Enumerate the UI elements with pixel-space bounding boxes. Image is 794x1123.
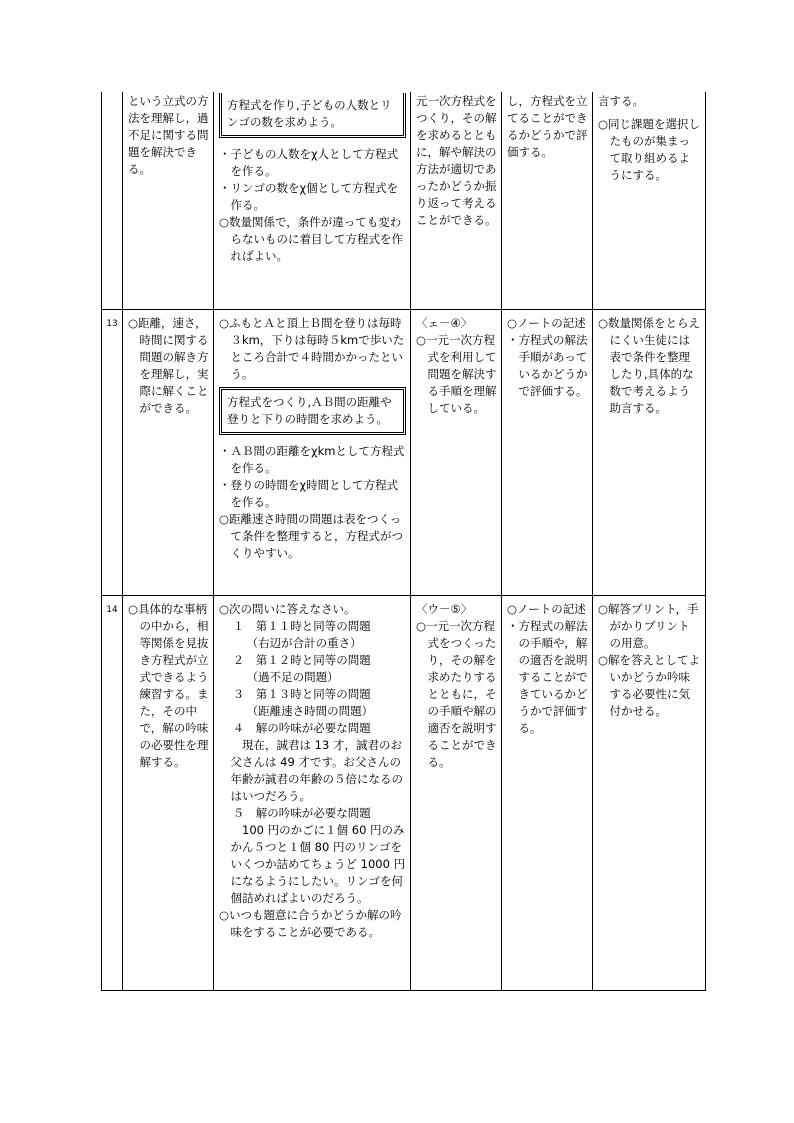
goal-cell — [123, 309, 214, 595]
evaluation-item: ○ノートの記述 — [507, 315, 586, 330]
table-row — [102, 92, 706, 309]
criteria-text: ○一元一次方程式を利用して問題を解決する手順を理解している。 — [416, 332, 497, 415]
goal-text: ○距離，速さ，時間に関する問題の解き方を理解し，実際に解くことができる。 — [128, 315, 209, 415]
problem-label: ２ 第１２時と同等の問題 — [232, 652, 371, 667]
criteria-cell — [411, 595, 502, 990]
lesson-plan-table — [101, 92, 706, 991]
problem-note: （右辺が合計の重さ） — [246, 635, 362, 650]
evaluation-item: ・方程式の解法手順があっているかどうかで評価する。 — [507, 332, 588, 398]
criteria-text: 元一次方程式をつくり，その解を求めるとともに，解や解決の方法が適切であったかどうか振り返って考えることができる。 — [416, 94, 497, 227]
problem-note: 100 円のかごに１個 60 円のみかん５つと１個 80 円のリンゴをいくつか詰めてちょうど 1000 円になるようにしたい。リンゴを何個詰めればよいのだろう。 — [230, 822, 406, 905]
activity-item: ○距離速さ時間の問題は表をつくって条件を整理すると，方程式がつくりやすい。 — [219, 511, 403, 560]
lesson-number: 14 — [102, 595, 123, 990]
activity-cell — [214, 92, 411, 309]
activity-item: ・リンゴの数をχ個として方程式を作る。 — [219, 181, 399, 212]
problem-note: （距離速さ時間の問題） — [246, 703, 374, 718]
activity-item: ・子どもの人数をχ人として方程式を作る。 — [219, 147, 399, 178]
goal-cell — [123, 92, 214, 309]
problem-note: （過不足の問題） — [246, 669, 339, 684]
criteria-tag: 〈ェ－④〉 — [416, 315, 473, 330]
lesson-number: 13 — [102, 309, 123, 595]
support-cell — [593, 595, 706, 990]
table-row — [102, 595, 706, 990]
activity-item: ・登りの時間をχ時間として方程式を作る。 — [219, 477, 399, 509]
support-item: ○解を答えとしてよいかどうか吟味する必要性に気付かせる。 — [598, 652, 701, 718]
support-cell — [593, 309, 706, 595]
evaluation-cell — [502, 92, 593, 309]
criteria-cell — [411, 92, 502, 309]
evaluation-cell — [502, 595, 593, 990]
goal-text: という立式の方法を理解し，過不足に関する問題を解決できる。 — [128, 94, 209, 176]
support-item: 言する。 — [598, 94, 644, 108]
support-item: ○数量関係をとらえにくい生徒には表で条件を整理したり,具体的な数で考えるよう助言する。 — [598, 315, 701, 415]
activity-cell — [214, 595, 411, 990]
problem-label: １ 第１１時と同等の問題 — [232, 618, 371, 633]
criteria-tag: 〈ウ－⑤〉 — [416, 601, 473, 616]
problem-note: 現在，誠君は 13 才，誠君のお父さんは 49 才です。お父さんの年齢が誠君の年齢の５倍になるのはいつだろう。 — [230, 737, 403, 803]
evaluation-item: し，方程式を立てることができるかどうかで評価する。 — [507, 94, 588, 159]
activity-item: ・ＡＢ間の距離をχkmとして方程式を作る。 — [219, 443, 405, 475]
criteria-text: ○一元一次方程式をつくったり，その解を求めたりするとともに，その手順や解の適否を説明することができる。 — [416, 618, 497, 769]
problem-label: ５ 解の吟味が必要な問題 — [232, 805, 371, 820]
problem-label: ３ 第１３時と同等の問題 — [232, 686, 371, 701]
evaluation-item: ・方程式の解法の手順や，解の適否を説明することができているかどうかで評価する。 — [507, 618, 588, 735]
task-box: 方程式をつくり,ＡＢ間の距離や登りと下りの時間を求めよう。 — [219, 387, 406, 435]
table-row — [102, 309, 706, 595]
evaluation-cell — [502, 309, 593, 595]
problem-label: ４ 解の吟味が必要な問題 — [232, 720, 371, 735]
problem-intro: ○ふもとＡと頂上Ｂ間を登りは毎時３km，下りは毎時５kmで歩いたところ合計で４時間かかったという。 — [219, 315, 405, 381]
evaluation-item: ○ノートの記述 — [507, 601, 586, 616]
criteria-cell — [411, 309, 502, 595]
goal-text: ○具体的な事柄の中から，相等関係を見抜き方程式が立式できるよう練習する。また，その中で，解の吟味の必要性を理解する。 — [128, 601, 209, 769]
support-item: ○同じ課題を選択したものが集まって取り組めるようにする。 — [598, 117, 701, 182]
support-item: ○解答プリント，手がかりプリントの用意。 — [598, 601, 699, 650]
task-box: 方程式を作り,子どもの人数とリンゴの数を求めよう。 — [219, 93, 406, 138]
activity-cell — [214, 309, 411, 595]
lesson-number — [102, 92, 123, 309]
activity-item: ○いつも題意に合うかどうか解の吟味をすることが必要である。 — [219, 907, 402, 939]
activity-item: ○数量関係で，条件が違っても変わらないものに着目して方程式を作ればよい。 — [219, 215, 403, 263]
activity-head: ○次の問いに答えなさい。 — [219, 601, 356, 616]
goal-cell — [123, 595, 214, 990]
support-cell — [593, 92, 706, 309]
